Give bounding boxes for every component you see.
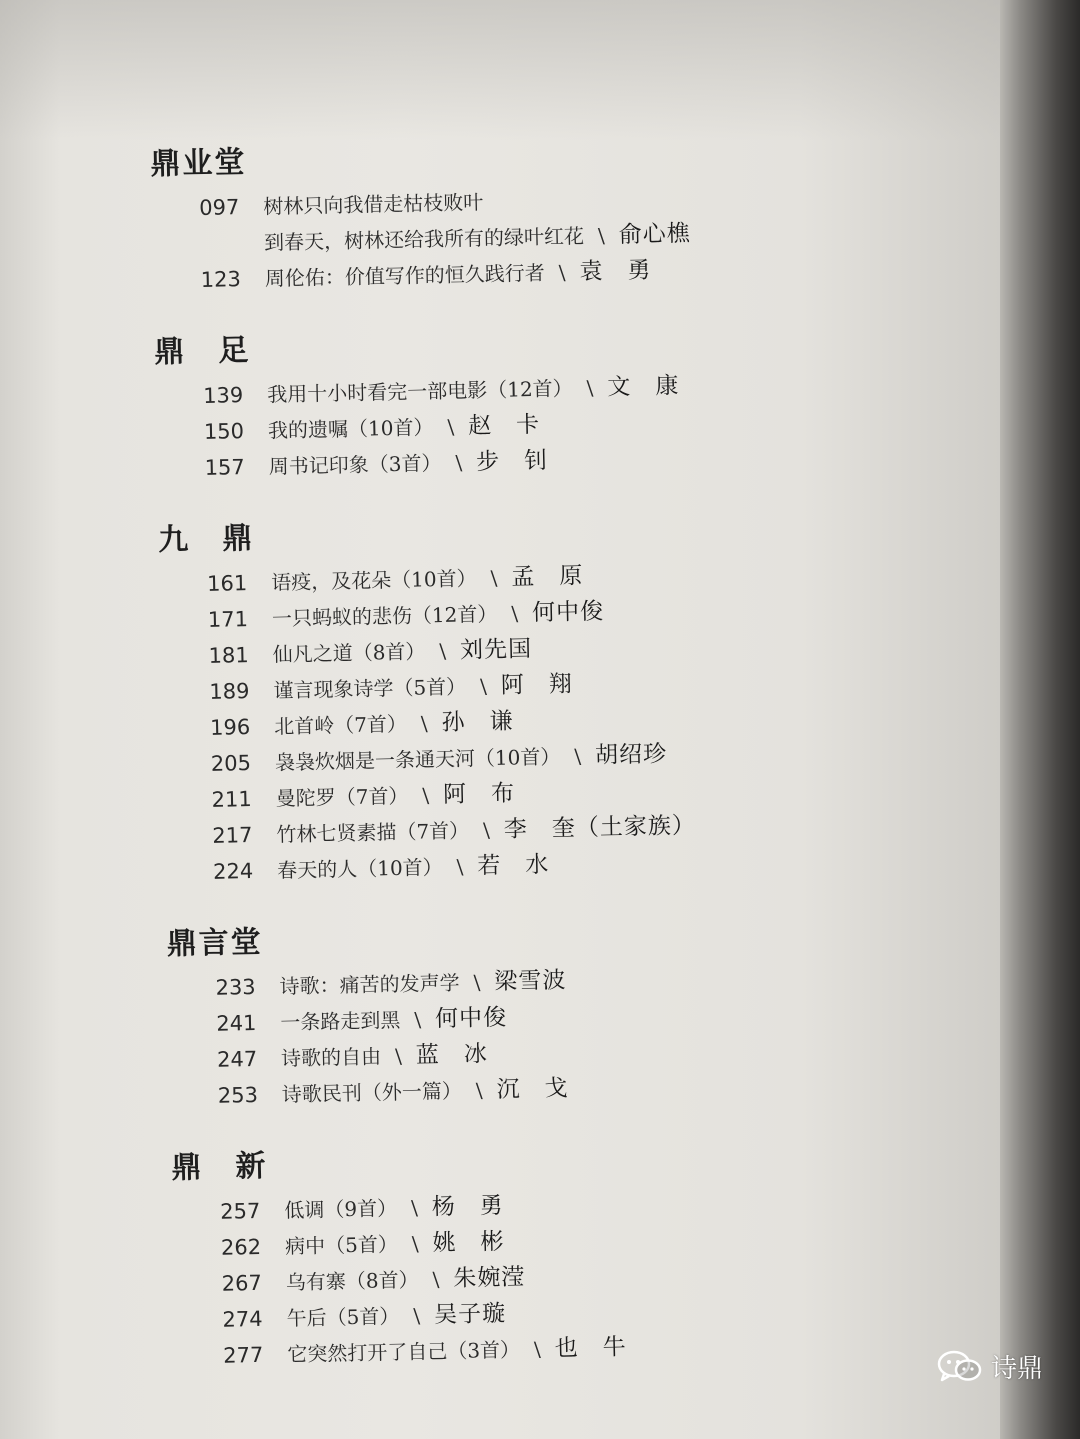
entry-author: 姚 彬 <box>432 1228 505 1257</box>
page-number: 257 <box>220 1198 261 1224</box>
page-number: 157 <box>204 455 246 480</box>
page-number: 171 <box>207 607 249 632</box>
entry-author: 胡绍珍 <box>594 741 668 769</box>
separator: \ <box>439 638 447 664</box>
separator: \ <box>455 450 463 475</box>
page-number: 274 <box>222 1306 263 1332</box>
separator: \ <box>473 970 481 995</box>
watermark-text: 诗鼎 <box>991 1354 1044 1384</box>
entry-title: 春天的人（10首） <box>276 855 443 883</box>
watermark <box>935 1348 1043 1385</box>
toc-section <box>166 910 890 1115</box>
entry-title: 曼陀罗（7首） <box>275 783 409 811</box>
entry-title: 一条路走到黑 <box>280 1007 401 1035</box>
separator: \ <box>411 1231 419 1256</box>
separator: \ <box>447 414 455 439</box>
separator: \ <box>586 375 594 400</box>
separator: \ <box>394 1043 403 1069</box>
page-number: 267 <box>221 1270 263 1296</box>
entry-author: 刘先国 <box>459 636 533 664</box>
entry-author: 孙 谦 <box>441 708 514 737</box>
page-number: 211 <box>211 787 252 812</box>
entry-author: 孟 原 <box>511 563 584 591</box>
page-number: 161 <box>206 571 248 596</box>
separator: \ <box>482 818 491 843</box>
page-number: 123 <box>200 267 242 292</box>
toc-section <box>158 506 886 891</box>
entry-title: 诗歌：痛苦的发声学 <box>279 970 460 999</box>
entry-author: 文 康 <box>607 372 680 401</box>
entry-title: 树林只向我借走枯枝败叶 <box>263 190 484 219</box>
page-number: 196 <box>209 715 251 740</box>
entry-author: 沉 戈 <box>496 1075 569 1103</box>
entry-author: 杨 勇 <box>431 1192 505 1221</box>
page-number: 205 <box>210 751 252 776</box>
entry-title: 谨言现象诗学（5首） <box>273 674 467 703</box>
entry-author: 李 奎（土家族） <box>503 812 697 843</box>
separator: \ <box>456 854 464 879</box>
entry-title: 周书记印象（3首） <box>268 450 442 479</box>
entry-author: 赵 卡 <box>467 411 541 440</box>
separator: \ <box>490 565 498 590</box>
entry-title: 诗歌民刊（外一篇） <box>281 1078 463 1107</box>
separator: \ <box>558 260 566 285</box>
section-title: 鼎言堂 <box>166 924 264 962</box>
page-number: 262 <box>220 1234 262 1260</box>
entry-title: 语疫，及花朵（10首） <box>270 566 477 595</box>
section-title: 鼎 新 <box>171 1148 268 1186</box>
separator: \ <box>410 1195 419 1220</box>
entry-author: 梁雪波 <box>494 967 567 995</box>
entry-author: 俞心樵 <box>618 220 691 249</box>
separator: \ <box>479 674 488 699</box>
entry-title: 诗歌的自由 <box>280 1044 382 1071</box>
entry-author: 何中俊 <box>531 598 605 627</box>
section-title: 九 鼎 <box>157 520 255 558</box>
book-edge <box>1000 0 1080 1439</box>
section-title: 鼎业堂 <box>150 144 247 182</box>
table-of-contents <box>150 130 896 1409</box>
entry-author: 若 水 <box>477 851 550 880</box>
page-number: 150 <box>203 419 245 444</box>
entry-title: 低调（9首） <box>284 1196 398 1223</box>
entry-title: 竹林七贤素描（7首） <box>276 818 470 847</box>
separator: \ <box>422 783 430 808</box>
wechat-icon <box>935 1349 985 1385</box>
entry-author: 何中俊 <box>434 1004 508 1033</box>
toc-section <box>150 130 873 299</box>
section-title: 鼎 足 <box>153 332 251 370</box>
entry-author: 蓝 冰 <box>415 1041 489 1069</box>
page-number: 247 <box>216 1046 258 1072</box>
page-number: 217 <box>212 823 253 848</box>
separator: \ <box>511 601 519 626</box>
entry-title: 北首岭（7首） <box>273 711 408 739</box>
entry-title: 仙凡之道（8首） <box>272 639 426 667</box>
separator: \ <box>432 1267 440 1292</box>
page-number <box>152 250 264 252</box>
entry-title: 袅袅炊烟是一条通天河（10首） <box>274 744 561 775</box>
entry-author: 也 牛 <box>554 1334 628 1362</box>
entry-author: 阿 布 <box>442 780 516 809</box>
page-shadow <box>0 0 1000 140</box>
separator: \ <box>413 1303 421 1328</box>
entry-author: 袁 勇 <box>579 257 652 286</box>
entry-title: 病中（5首） <box>284 1232 399 1259</box>
entry-title: 我的遗嘱（10首） <box>267 415 434 443</box>
toc-section <box>154 318 877 487</box>
page-number: 233 <box>215 974 256 1000</box>
entry-title: 我用十小时看完一部电影（12首） <box>267 376 573 407</box>
entry-title: 到春天，树林还给我所有的绿叶红花 <box>263 223 585 255</box>
page-number: 181 <box>208 643 249 668</box>
page-number: 253 <box>217 1082 259 1108</box>
separator: \ <box>420 711 428 736</box>
separator: \ <box>533 1337 542 1362</box>
page-number: 139 <box>202 383 244 408</box>
page-number: 189 <box>209 679 250 704</box>
entry-author: 吴子璇 <box>433 1300 507 1329</box>
entry-title: 周伦佑：价值写作的恒久践行者 <box>264 260 546 291</box>
entry-title: 一只蚂蚁的悲伤（12首） <box>271 601 498 631</box>
separator: \ <box>475 1078 483 1103</box>
entry-title: 乌有寨（8首） <box>285 1267 419 1295</box>
entry-title: 它突然打开了自己（3首） <box>287 1337 521 1367</box>
toc-section <box>171 1134 896 1375</box>
entry-author: 步 钊 <box>475 447 549 476</box>
entry-author: 朱婉滢 <box>453 1264 526 1292</box>
page-number: 277 <box>223 1342 264 1368</box>
separator: \ <box>414 1007 422 1032</box>
separator: \ <box>597 223 605 248</box>
separator: \ <box>574 744 582 769</box>
entry-author: 阿 翔 <box>500 671 574 699</box>
page-number: 097 <box>198 195 240 220</box>
page-number: 224 <box>212 859 254 884</box>
page-number: 241 <box>216 1010 257 1036</box>
entry-title: 午后（5首） <box>286 1304 400 1331</box>
